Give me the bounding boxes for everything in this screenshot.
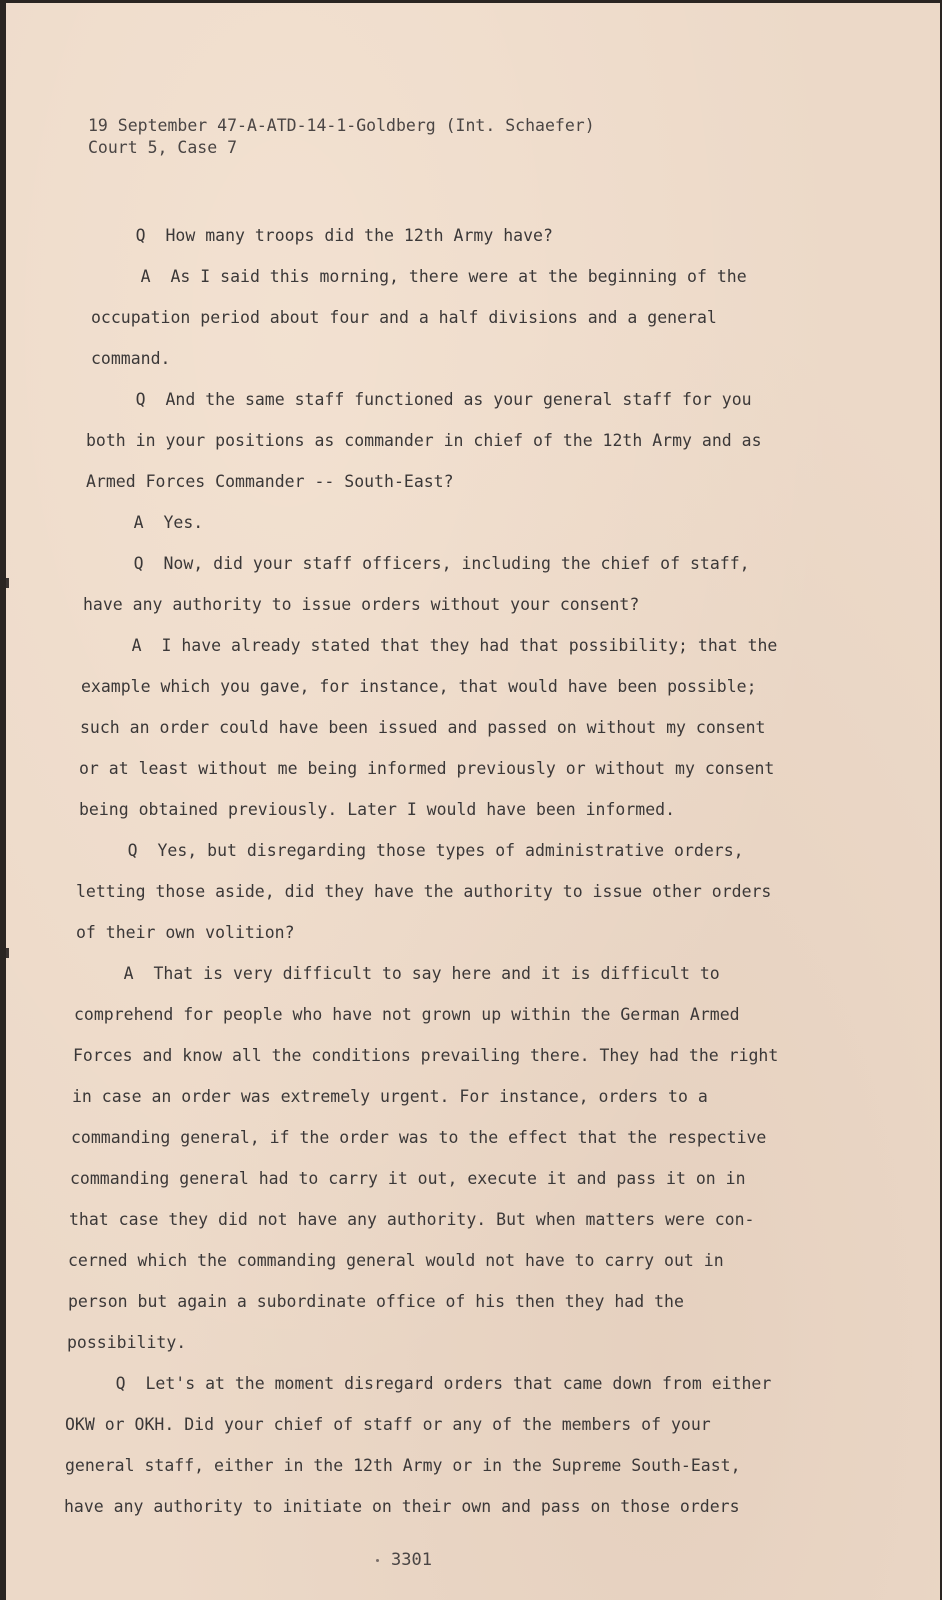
- text-line: A I have already stated that they had that possibility; that the: [82, 636, 778, 655]
- text-line: A As I said this morning, there were at the beginning of the: [91, 267, 747, 286]
- text-line: cerned which the commanding general would not have to carry out in: [68, 1251, 724, 1270]
- text-line: commanding general had to carry it out, execute it and pass it on in: [70, 1169, 746, 1188]
- text-line: occupation period about four and a half divisions and a general: [91, 308, 717, 327]
- text-line: Q Yes, but disregarding those types of administrative orders,: [78, 841, 744, 860]
- edge-mark: [6, 948, 9, 958]
- text-line: or at least without me being informed previously or without my consent: [79, 759, 775, 778]
- transcript-body: [64, 215, 796, 1527]
- text-line: in case an order was extremely urgent. For instance, orders to a: [72, 1087, 708, 1106]
- text-line: general staff, either in the 12th Army or in the Supreme South-East,: [65, 1456, 741, 1475]
- text-line: person but again a subordinate office of his then they had the: [68, 1292, 684, 1311]
- document-header: [88, 115, 595, 159]
- text-line: being obtained previously. Later I would have been informed.: [79, 800, 676, 819]
- edge-mark: [6, 578, 9, 588]
- text-line: such an order could have been issued and passed on without my consent: [80, 718, 766, 737]
- text-line: Armed Forces Commander -- South-East?: [86, 472, 454, 491]
- text-line: OKW or OKH. Did your chief of staff or any of the members of your: [65, 1415, 711, 1434]
- document-page: [6, 3, 940, 1600]
- text-line: Q Let's at the moment disregard orders that came down from either: [66, 1374, 772, 1393]
- text-line: both in your positions as commander in chief of the 12th Army and as: [86, 431, 762, 450]
- text-line: A That is very difficult to say here and it is difficult to: [74, 964, 720, 983]
- header-line-2: Court 5, Case 7: [88, 138, 238, 157]
- text-line: possibility.: [67, 1333, 187, 1352]
- text-line: comprehend for people who have not grown up within the German Armed: [74, 1005, 740, 1024]
- text-line: that case they did not have any authority. But when matters were con-: [69, 1210, 755, 1229]
- text-line: of their own volition?: [76, 923, 295, 942]
- text-line: example which you gave, for instance, that would have been possible;: [81, 677, 757, 696]
- text-line: Q How many troops did the 12th Army have?: [86, 226, 553, 245]
- text-line: Q And the same staff functioned as your general staff for you: [86, 390, 752, 409]
- text-line: command.: [91, 349, 171, 368]
- header-line-1: 19 September 47-A-ATD-14-1-Goldberg (Int. Schaefer): [88, 116, 595, 135]
- text-line: commanding general, if the order was to the effect that the respective: [71, 1128, 767, 1147]
- text-line: A Yes.: [84, 513, 204, 532]
- text-line: Forces and know all the conditions prevailing there. They had the right: [73, 1046, 779, 1065]
- text-line: have any authority to issue orders without your consent?: [83, 595, 640, 614]
- text-line: Q Now, did your staff officers, including the chief of staff,: [84, 554, 750, 573]
- stray-mark: [376, 1559, 379, 1562]
- page-number: 3301: [391, 1550, 432, 1570]
- text-line: letting those aside, did they have the authority to issue other orders: [76, 882, 772, 901]
- text-line: have any authority to initiate on their own and pass on those orders: [64, 1497, 740, 1516]
